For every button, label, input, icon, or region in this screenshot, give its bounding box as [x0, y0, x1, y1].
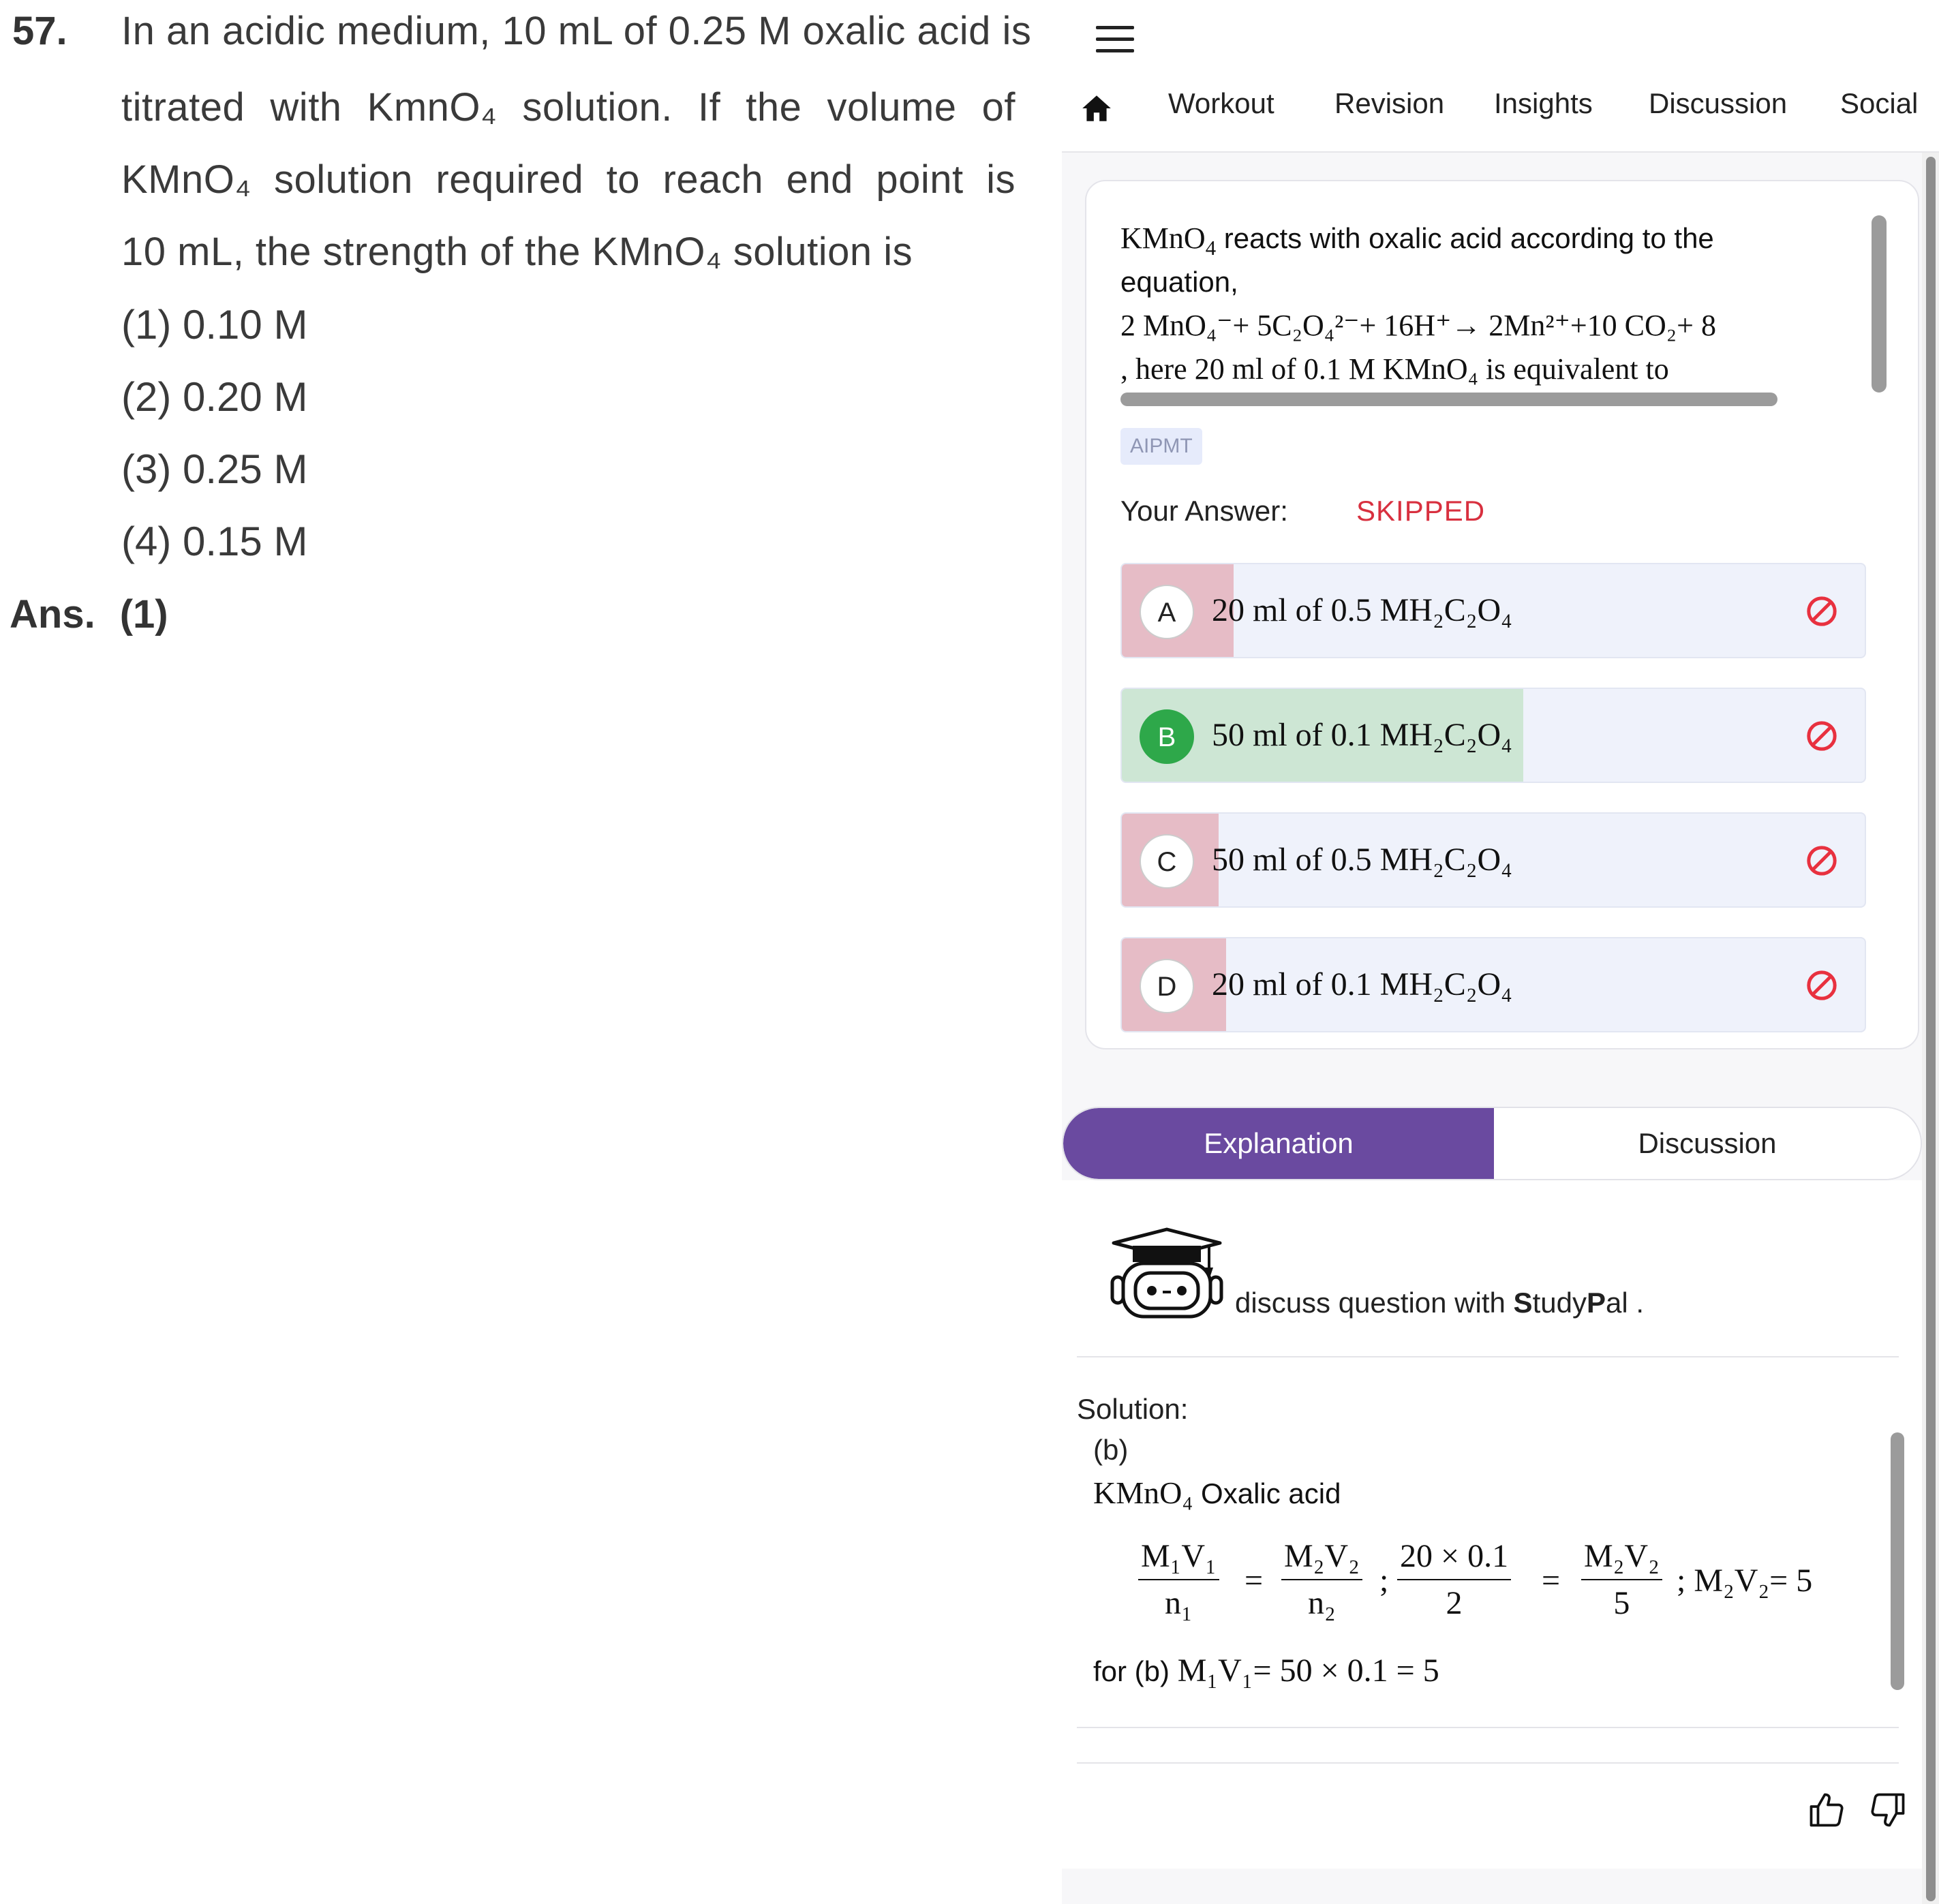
option-d-letter: D: [1140, 959, 1194, 1013]
equation-tail: ; M₂V₂= 5: [1677, 1563, 1813, 1599]
option-b-letter: B: [1140, 709, 1194, 764]
semicolon: ;: [1379, 1563, 1389, 1599]
scan-option-2: (2) 0.20 M: [121, 374, 308, 420]
stem-horizontal-scrollbar[interactable]: [1120, 393, 1777, 406]
stem-line-1: KMnO$_4$ reacts with oxalic acid according to the: [1120, 221, 1714, 260]
top-bar: [1062, 0, 1939, 153]
ban-icon[interactable]: [1806, 845, 1837, 876]
nav-insights[interactable]: Insights: [1494, 87, 1593, 119]
scan-option-4: (4) 0.15 M: [121, 519, 308, 564]
nav-discussion[interactable]: Discussion: [1649, 87, 1788, 119]
tab-explanation[interactable]: Explanation: [1063, 1108, 1494, 1179]
option-a-text: 20 ml of 0.5 MH₂C₂O₄: [1212, 592, 1512, 628]
stem-vertical-scrollbar[interactable]: [1872, 215, 1887, 393]
app-panel: [1062, 0, 1939, 1904]
solution-for-b: for (b) M₁V₁= 50 × 0.1 = 5: [1093, 1653, 1439, 1689]
fraction-m2v2-5: $\frac{\text{M₂V₂}}{5}$: [1581, 1537, 1662, 1622]
solution-tabs: [1062, 1107, 1922, 1180]
question-number: 57.: [12, 9, 67, 53]
question-line-2: titrated with KmnO₄ solution. If the volume of: [121, 85, 1016, 129]
fraction-m1v1-n1: $\frac{\text{M₁V₁}}{\text{n₁}}$: [1138, 1537, 1219, 1622]
home-icon[interactable]: [1080, 91, 1114, 125]
equals-sign: =: [1245, 1563, 1264, 1599]
explanation-panel: [1062, 1180, 1922, 1869]
fraction-20x01-2: $\frac{20 \times 0.1}{2}$: [1397, 1537, 1511, 1622]
option-b[interactable]: [1120, 688, 1866, 783]
question-line-4: 10 mL, the strength of the KMnO₄ solution is: [121, 230, 913, 274]
page-scrollbar[interactable]: [1922, 153, 1939, 1904]
your-answer-label: Your Answer:: [1120, 495, 1288, 527]
exam-tag: AIPMT: [1120, 428, 1202, 465]
answer-value: (1): [119, 592, 168, 636]
solution-label: Solution:: [1077, 1393, 1189, 1425]
option-c-text: 50 ml of 0.5 MH₂C₂O₄: [1212, 842, 1512, 878]
scan-option-3: (3) 0.25 M: [121, 446, 308, 492]
question-line-3: KMnO₄ solution required to reach end point is: [121, 157, 1016, 202]
fraction-m2v2-n2: $\frac{\text{M₂V₂}}{\text{n₂}}$: [1281, 1537, 1362, 1622]
stem-line-2: equation,: [1120, 266, 1238, 298]
your-answer-status: SKIPPED: [1356, 495, 1486, 527]
option-a[interactable]: [1120, 563, 1866, 658]
scanned-question: [0, 0, 1032, 681]
divider: [1077, 1356, 1899, 1357]
stem-line-4: , here 20 ml of 0.1 M KMnO₄ is equivalent to: [1120, 352, 1669, 386]
stem-line-3: 2 MnO₄⁻+ 5C₂O₄²⁻+ 16H⁺→ 2Mn²⁺+10 CO₂+ 8: [1120, 309, 1716, 342]
question-line-1: In an acidic medium, 10 mL of 0.25 M oxalic acid is: [121, 9, 1032, 53]
option-a-letter: A: [1140, 585, 1194, 639]
thumbs-down-icon[interactable]: [1867, 1790, 1908, 1830]
tab-discussion[interactable]: Discussion: [1494, 1108, 1921, 1179]
answer-line: [10, 592, 168, 637]
option-d-text: 20 ml of 0.1 MH₂C₂O₄: [1212, 966, 1512, 1002]
divider: [1077, 1727, 1899, 1728]
option-d[interactable]: [1120, 937, 1866, 1032]
ban-icon[interactable]: [1806, 596, 1837, 627]
option-c[interactable]: [1120, 812, 1866, 908]
studypal-robot-icon[interactable]: [1107, 1225, 1227, 1321]
question-stem: [1120, 217, 1850, 391]
equals-sign: =: [1542, 1563, 1561, 1599]
solution-choice: (b): [1093, 1434, 1129, 1466]
studypal-prompt[interactable]: discuss question with StudyPal .: [1235, 1287, 1645, 1319]
ban-icon[interactable]: [1806, 970, 1837, 1001]
scan-option-1: (1) 0.10 M: [121, 302, 308, 348]
menu-icon[interactable]: [1096, 26, 1134, 56]
option-c-letter: C: [1140, 834, 1194, 889]
divider: [1077, 1762, 1899, 1764]
question-card: [1085, 180, 1919, 1049]
nav-workout[interactable]: Workout: [1168, 87, 1274, 119]
ban-icon[interactable]: [1806, 720, 1837, 752]
solution-scrollbar[interactable]: [1891, 1432, 1904, 1690]
nav-social[interactable]: Social: [1840, 87, 1919, 119]
thumbs-up-icon[interactable]: [1806, 1790, 1847, 1830]
answer-label: Ans.: [10, 592, 95, 636]
nav-revision[interactable]: Revision: [1334, 87, 1445, 119]
option-b-text: 50 ml of 0.1 MH₂C₂O₄: [1212, 717, 1512, 753]
solution-reactants: KMnO₄ Oxalic acid: [1093, 1475, 1341, 1510]
